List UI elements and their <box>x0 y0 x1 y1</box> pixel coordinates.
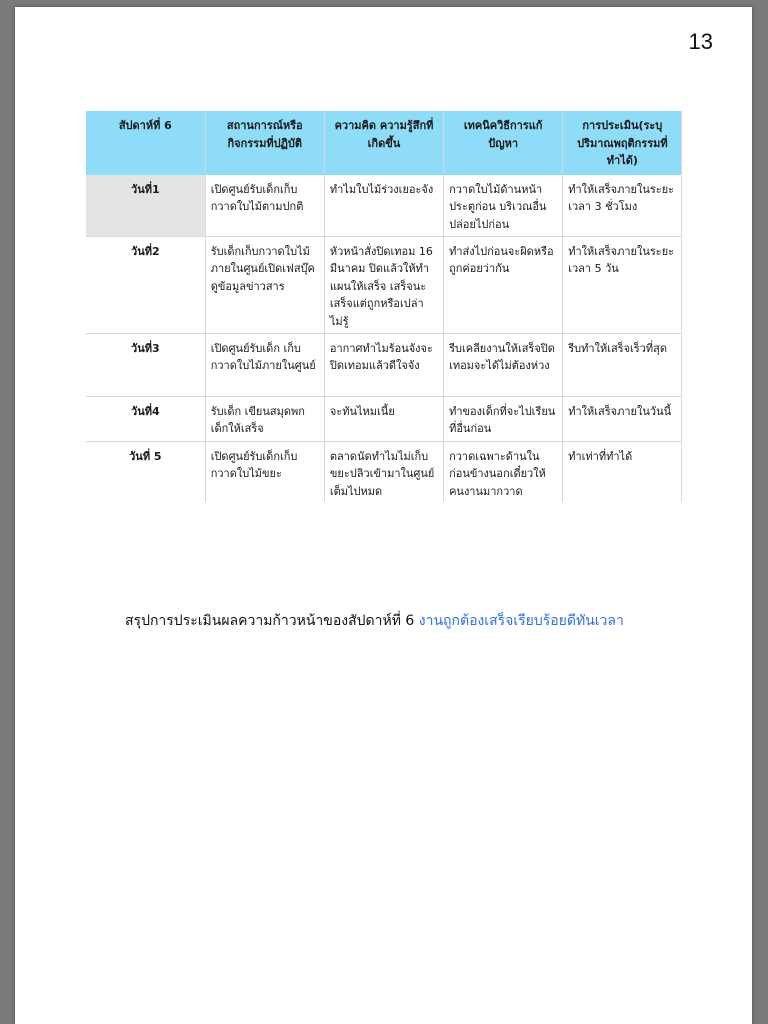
table-row <box>86 175 682 237</box>
technique-cell: ทำของเด็กที่จะไปเรียนที่อื่นก่อน <box>444 396 563 441</box>
header-feeling: ความคิด ความรู้สึกที่เกิดขึ้น <box>324 111 443 175</box>
header-technique: เทคนิควิธีการแก้ปัญหา <box>444 111 563 175</box>
feeling-cell: ตลาดนัดทำไมไม่เก็บขยะปลิวเข้ามาในศูนย์เต็มไปหมด <box>324 441 443 502</box>
summary-result: งานถูกต้องเสร็จเรียบร้อยดีทันเวลา <box>418 613 624 629</box>
table-row <box>86 441 682 502</box>
page-number: 13 <box>688 29 713 54</box>
evaluation-cell: ทำให้เสร็จภายในระยะเวลา 3 ชั่วโมง <box>563 175 682 237</box>
activity-cell: เปิดศูนย์รับเด็กเก็บกวาดใบไม้ตามปกติ <box>205 175 324 237</box>
technique-cell: กวาดใบไม้ด้านหน้าประตูก่อน บริเวณอื่นปล่อยไปก่อน <box>444 175 563 237</box>
day-cell: วันที่3 <box>86 333 205 396</box>
technique-cell: กวาดเฉพาะด้านในก่อนข้างนอกเดี๋ยวให้คนงานมากวาด <box>444 441 563 502</box>
evaluation-cell: รีบทำให้เสร็จเร็วที่สุด <box>563 333 682 396</box>
day-cell: วันที่ 5 <box>86 441 205 502</box>
table-row <box>86 236 682 333</box>
header-activity: สถานการณ์หรือกิจกรรมที่ปฏิบัติ <box>205 111 324 175</box>
document-page <box>15 7 752 1024</box>
feeling-cell: ทำไมใบไม้ร่วงเยอะจัง <box>324 175 443 237</box>
table-header-row <box>86 111 682 175</box>
feeling-cell: จะทันไหมเนี้ย <box>324 396 443 441</box>
feeling-cell: อากาศทำไมร้อนจังจะปิดเทอมแล้วดีใจจัง <box>324 333 443 396</box>
weekly-summary <box>125 610 624 632</box>
feeling-cell: หัวหน้าสั่งปิดเทอม 16 มีนาคม ปิดแล้วให้ทำแผนให้เสร็จ เสร็จนะเสร็จแต่ถูกหรือเปล่าไม่รู้ <box>324 236 443 333</box>
day-cell: วันที่4 <box>86 396 205 441</box>
evaluation-cell: ทำเท่าที่ทำได้ <box>563 441 682 502</box>
evaluation-cell: ทำให้เสร็จภายในระยะเวลา 5 วัน <box>563 236 682 333</box>
day-cell: วันที่2 <box>86 236 205 333</box>
header-week: สัปดาห์ที่ 6 <box>86 111 205 175</box>
day-cell: วันที่1 <box>86 175 205 237</box>
summary-label: สรุปการประเมินผลความก้าวหน้าของสัปดาห์ที่ 6 <box>125 613 415 629</box>
evaluation-cell: ทำให้เสร็จภายในวันนี้ <box>563 396 682 441</box>
weekly-log-table <box>86 111 682 502</box>
activity-cell: รับเด็กเก็บกวาดใบไม้ภายในศูนย์เปิดเฟสบุ๊คดูข้อมูลข่าวสาร <box>205 236 324 333</box>
table-row <box>86 396 682 441</box>
table-row <box>86 333 682 396</box>
technique-cell: รีบเคลียงานให้เสร็จปิดเทอมจะได้ไม่ต้องห่วง <box>444 333 563 396</box>
activity-cell: เปิดศูนย์รับเด็กเก็บกวาดใบไม้ขยะ <box>205 441 324 502</box>
activity-cell: รับเด็ก เขียนสมุดพกเด็กให้เสร็จ <box>205 396 324 441</box>
activity-cell: เปิดศูนย์รับเด็ก เก็บกวาดใบไม้ภายในศูนย์ <box>205 333 324 396</box>
technique-cell: ทำส่งไปก่อนจะผิดหรือถูกค่อยว่ากัน <box>444 236 563 333</box>
header-evaluation: การประเมิน(ระบุปริมาณพฤติกรรมที่ทำได้) <box>563 111 682 175</box>
